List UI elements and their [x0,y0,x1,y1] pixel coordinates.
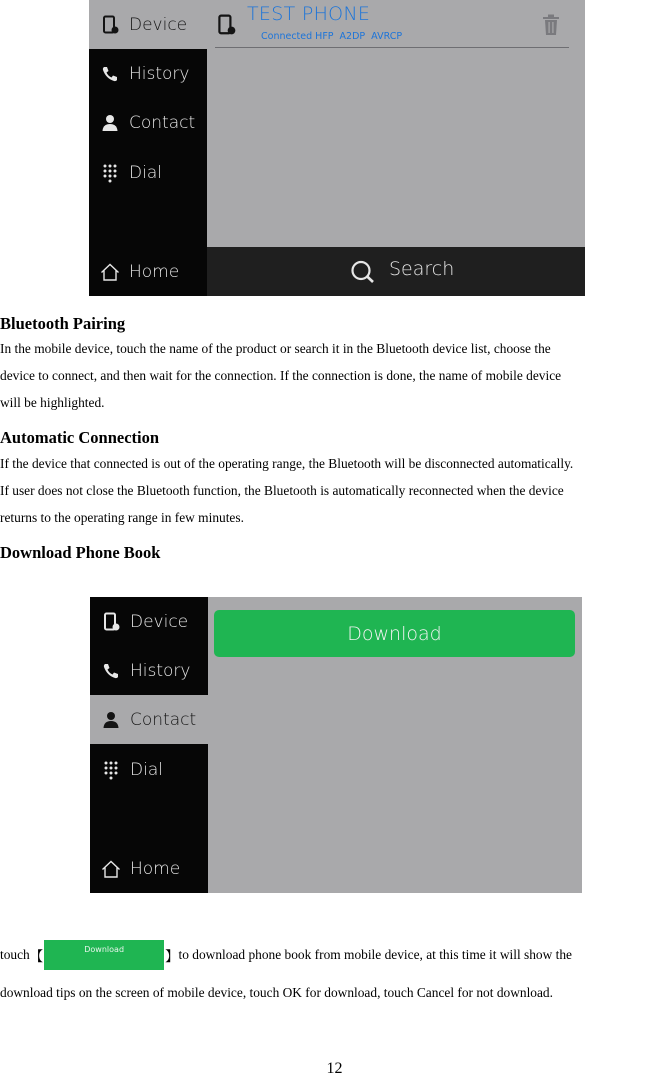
handset-icon [100,660,122,682]
search-label: Search [389,258,455,280]
paragraph-line: will be highlighted. [0,395,105,410]
bracket-close: 】 [165,948,179,964]
home-button[interactable] [90,844,208,893]
paragraph-line: returns to the operating range in few minutes. [0,510,244,525]
sidebar-item-label: Dial [130,759,163,780]
handset-icon [99,63,121,85]
sidebar-item-label: Contact [129,112,196,133]
sidebar-item-label: History [129,63,190,84]
sidebar [89,0,207,296]
person-icon [100,709,122,731]
sidebar-item-device[interactable] [90,597,208,646]
search-icon [350,260,376,284]
instruction-text: to download phone book from mobile device, at this time it will show the [178,947,573,962]
search-bar[interactable] [207,247,585,296]
paragraph-line: If user does not close the Bluetooth function, the Bluetooth is automatically reconnected when the device [0,483,564,498]
sidebar-item-label: Dial [129,162,162,183]
sidebar-item-dial[interactable] [89,148,207,197]
section-title-download-phone-book: Download Phone Book [0,543,161,562]
device-connection-status: Connected HFP A2DP AVRCP [261,31,403,42]
paired-device-row[interactable] [215,2,569,48]
download-button[interactable] [214,610,575,657]
phone-icon [100,611,122,633]
dialpad-icon [99,162,121,184]
trash-icon[interactable] [542,14,560,36]
sidebar-item-dial[interactable] [90,745,208,794]
download-button-label: Download [347,622,442,645]
section-title-automatic-connection: Automatic Connection [0,428,160,447]
section-title-bluetooth-pairing: Bluetooth Pairing [0,314,126,333]
page-number: 12 [326,1060,343,1077]
device-name: TEST PHONE [247,3,371,25]
inline-download-button [44,940,164,970]
bracket-open: 【 [29,948,44,964]
home-button[interactable] [89,247,207,296]
paragraph-line: device to connect, and then wait for the connection. If the connection is done, the name of mobile device [0,368,562,383]
sidebar [90,597,208,893]
phone-icon [99,14,121,36]
home-icon [100,858,122,880]
dialpad-icon [100,759,122,781]
sidebar-item-label: Contact [130,709,197,730]
paragraph-line: If the device that connected is out of the operating range, the Bluetooth will be disconnected automatically. [0,456,574,471]
sidebar-item-contact[interactable] [90,695,208,744]
device-screen-screenshot [89,0,585,296]
sidebar-item-history[interactable] [90,646,208,695]
instruction-line-2: download tips on the screen of mobile device, touch OK for download, touch Cancel for not download. [0,985,553,1000]
paragraph-line: In the mobile device, touch the name of the product or search it in the Bluetooth device list, choose the [0,341,551,356]
home-label: Home [130,858,181,879]
sidebar-item-label: Device [129,14,188,35]
contact-screen-screenshot [90,597,582,893]
sidebar-item-label: History [130,660,191,681]
sidebar-item-contact[interactable] [89,98,207,147]
inline-download-label: Download [84,944,125,954]
phone-icon [215,13,237,37]
sidebar-item-history[interactable] [89,49,207,98]
home-icon [99,261,121,283]
instruction-line-1 [0,940,572,970]
sidebar-item-device[interactable] [89,0,207,49]
touch-word: touch [0,947,30,962]
sidebar-item-label: Device [130,611,189,632]
person-icon [99,112,121,134]
home-label: Home [129,261,180,282]
